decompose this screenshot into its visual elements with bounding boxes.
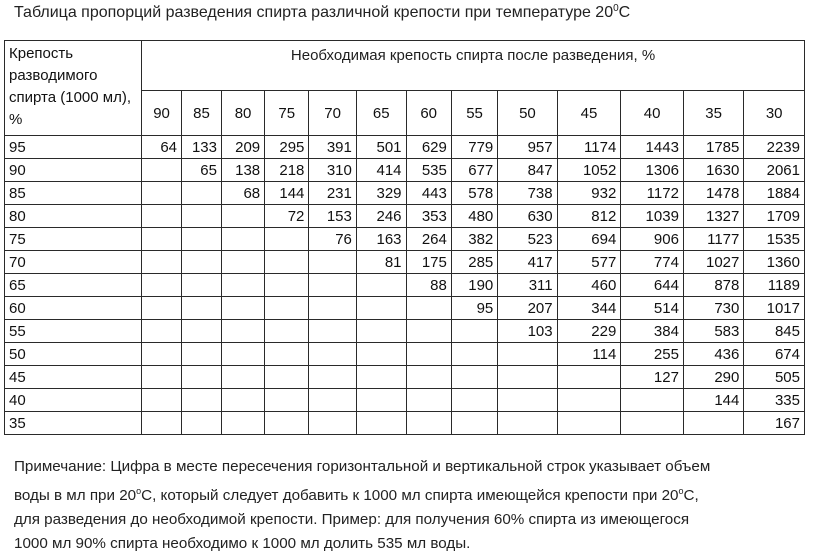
table-cell: 774	[621, 251, 684, 274]
table-cell	[356, 297, 406, 320]
table-cell: 353	[406, 205, 451, 228]
table-cell: 264	[406, 228, 451, 251]
row-header: 35	[5, 412, 142, 435]
table-row	[5, 251, 805, 274]
table-cell	[265, 366, 309, 389]
table-cell: 577	[557, 251, 621, 274]
note-line-3: для разведения до необходимой крепости. Пример: для получения 60% спирта из имеющегося	[14, 511, 690, 528]
note-line-2-part-a: воды в мл при 20	[14, 487, 137, 504]
table-cell	[182, 251, 222, 274]
table-cell: 255	[621, 343, 684, 366]
table-cell	[309, 297, 356, 320]
table-cell	[557, 366, 621, 389]
table-cell: 114	[557, 343, 621, 366]
page-title	[14, 3, 630, 22]
table-cell: 391	[309, 136, 356, 159]
table-cell: 957	[498, 136, 557, 159]
title-degree-sup: 0	[613, 3, 619, 14]
row-header: 40	[5, 389, 142, 412]
row-header: 75	[5, 228, 142, 251]
corner-header: Крепость разводимого спирта (1000 мл), %	[5, 41, 142, 136]
table-cell	[182, 205, 222, 228]
table-cell: 2061	[744, 159, 805, 182]
table-cell: 932	[557, 182, 621, 205]
table-cell	[309, 320, 356, 343]
table-row	[5, 205, 805, 228]
table-cell: 295	[265, 136, 309, 159]
row-header: 60	[5, 297, 142, 320]
table-cell	[142, 297, 182, 320]
table-cell: 218	[265, 159, 309, 182]
column-header: 70	[309, 91, 356, 136]
column-header: 80	[221, 91, 264, 136]
table-cell	[221, 297, 264, 320]
table-cell: 644	[621, 274, 684, 297]
table-cell: 460	[557, 274, 621, 297]
row-header: 80	[5, 205, 142, 228]
table-cell: 231	[309, 182, 356, 205]
table-cell: 1327	[683, 205, 743, 228]
table-cell: 812	[557, 205, 621, 228]
table-cell: 246	[356, 205, 406, 228]
table-cell	[221, 389, 264, 412]
table-cell: 133	[182, 136, 222, 159]
table-cell	[406, 366, 451, 389]
table-cell: 1443	[621, 136, 684, 159]
table-cell	[265, 343, 309, 366]
table-cell	[406, 389, 451, 412]
table-cell	[621, 389, 684, 412]
table-cell: 417	[498, 251, 557, 274]
column-header: 45	[557, 91, 621, 136]
table-cell: 730	[683, 297, 743, 320]
table-cell	[498, 412, 557, 435]
table-cell	[406, 297, 451, 320]
note-degree-sup: о	[136, 486, 142, 496]
table-cell	[142, 366, 182, 389]
table-cell: 1177	[683, 228, 743, 251]
table-cell: 1709	[744, 205, 805, 228]
table-row	[5, 389, 805, 412]
row-header: 70	[5, 251, 142, 274]
table-cell	[265, 228, 309, 251]
table-cell	[309, 251, 356, 274]
table-cell: 694	[557, 228, 621, 251]
table-cell: 81	[356, 251, 406, 274]
table-cell: 578	[451, 182, 497, 205]
note-line-4: 1000 мл 90% спирта необходимо к 1000 мл долить 535 мл воды.	[14, 535, 471, 552]
table-cell: 290	[683, 366, 743, 389]
table-cell	[451, 412, 497, 435]
table-cell	[265, 320, 309, 343]
table-cell	[451, 320, 497, 343]
table-cell: 1172	[621, 182, 684, 205]
table-cell	[498, 389, 557, 412]
table-cell	[142, 205, 182, 228]
header-row-main	[5, 41, 805, 91]
table-row	[5, 136, 805, 159]
table-cell: 163	[356, 228, 406, 251]
table-cell: 229	[557, 320, 621, 343]
table-cell: 88	[406, 274, 451, 297]
row-header: 50	[5, 343, 142, 366]
table-cell	[142, 274, 182, 297]
table-cell	[557, 389, 621, 412]
table-cell: 64	[142, 136, 182, 159]
table-cell: 311	[498, 274, 557, 297]
table-cell: 1174	[557, 136, 621, 159]
table-cell	[221, 366, 264, 389]
table-row	[5, 297, 805, 320]
table-cell	[221, 320, 264, 343]
table-cell	[309, 274, 356, 297]
table-cell	[683, 412, 743, 435]
table-row	[5, 182, 805, 205]
table-cell: 1360	[744, 251, 805, 274]
table-cell	[142, 251, 182, 274]
table-cell	[182, 297, 222, 320]
table-cell: 95	[451, 297, 497, 320]
table-cell	[309, 343, 356, 366]
table-cell	[221, 205, 264, 228]
table-cell: 72	[265, 205, 309, 228]
note-line-1: Примечание: Цифра в месте пересечения горизонтальной и вертикальной строк указывает объем	[14, 458, 711, 475]
table-cell: 1017	[744, 297, 805, 320]
table-cell: 384	[621, 320, 684, 343]
table-cell	[142, 389, 182, 412]
table-cell: 878	[683, 274, 743, 297]
table-cell: 76	[309, 228, 356, 251]
table-cell	[265, 251, 309, 274]
table-cell: 906	[621, 228, 684, 251]
row-header: 65	[5, 274, 142, 297]
table-cell: 127	[621, 366, 684, 389]
table-cell	[182, 366, 222, 389]
table-cell: 1884	[744, 182, 805, 205]
table-cell: 382	[451, 228, 497, 251]
table-cell	[182, 182, 222, 205]
title-unit: С	[618, 4, 631, 21]
table-cell	[182, 274, 222, 297]
table-row	[5, 228, 805, 251]
table-cell	[356, 320, 406, 343]
column-header: 75	[265, 91, 309, 136]
table-cell: 677	[451, 159, 497, 182]
table-cell: 209	[221, 136, 264, 159]
table-cell: 285	[451, 251, 497, 274]
table-cell	[182, 320, 222, 343]
column-header: 35	[683, 91, 743, 136]
table-cell	[142, 182, 182, 205]
table-cell	[309, 412, 356, 435]
table-cell: 535	[406, 159, 451, 182]
table-cell: 138	[221, 159, 264, 182]
table-cell	[142, 320, 182, 343]
column-header: 50	[498, 91, 557, 136]
table-cell: 1052	[557, 159, 621, 182]
table-cell: 153	[309, 205, 356, 228]
table-cell: 167	[744, 412, 805, 435]
column-header: 30	[744, 91, 805, 136]
table-cell	[356, 366, 406, 389]
table-cell: 779	[451, 136, 497, 159]
table-cell: 630	[498, 205, 557, 228]
table-cell: 65	[182, 159, 222, 182]
table-cell: 674	[744, 343, 805, 366]
note-line-2	[14, 479, 810, 508]
note-line-2-part-b: С, который следует добавить к 1000 мл спирта имеющейся крепости при 20	[141, 487, 679, 504]
table-cell	[356, 389, 406, 412]
table-cell: 845	[744, 320, 805, 343]
target-strength-header: Необходимая крепость спирта после разведения, %	[142, 41, 805, 91]
row-header: 55	[5, 320, 142, 343]
table-cell	[265, 389, 309, 412]
table-cell	[182, 343, 222, 366]
dilution-table	[4, 40, 805, 435]
table-cell	[221, 274, 264, 297]
table-cell	[221, 412, 264, 435]
table-cell: 335	[744, 389, 805, 412]
row-header: 85	[5, 182, 142, 205]
table-cell: 175	[406, 251, 451, 274]
table-cell: 480	[451, 205, 497, 228]
table-row	[5, 366, 805, 389]
table-cell	[309, 389, 356, 412]
table-cell: 103	[498, 320, 557, 343]
table-cell	[356, 274, 406, 297]
row-header: 45	[5, 366, 142, 389]
table-cell	[498, 343, 557, 366]
table-cell: 1785	[683, 136, 743, 159]
table-cell	[182, 389, 222, 412]
table-cell: 847	[498, 159, 557, 182]
table-cell	[265, 297, 309, 320]
table-cell	[498, 366, 557, 389]
table-row	[5, 320, 805, 343]
table-cell: 144	[265, 182, 309, 205]
column-header: 55	[451, 91, 497, 136]
table-cell	[356, 412, 406, 435]
table-row	[5, 412, 805, 435]
table-cell: 1039	[621, 205, 684, 228]
column-header: 90	[142, 91, 182, 136]
table-cell: 443	[406, 182, 451, 205]
table-cell: 501	[356, 136, 406, 159]
table-cell: 68	[221, 182, 264, 205]
row-header: 90	[5, 159, 142, 182]
table-cell	[182, 412, 222, 435]
table-row	[5, 159, 805, 182]
table-cell	[406, 320, 451, 343]
column-header: 60	[406, 91, 451, 136]
table-cell: 207	[498, 297, 557, 320]
table-cell: 1478	[683, 182, 743, 205]
table-cell	[451, 389, 497, 412]
table-cell	[309, 366, 356, 389]
table-cell: 329	[356, 182, 406, 205]
column-header: 40	[621, 91, 684, 136]
table-cell	[142, 159, 182, 182]
row-header: 95	[5, 136, 142, 159]
footnote	[14, 455, 810, 556]
table-cell: 1630	[683, 159, 743, 182]
table-cell	[451, 366, 497, 389]
table-cell: 190	[451, 274, 497, 297]
table-cell	[182, 228, 222, 251]
note-line-2-part-c: С,	[683, 487, 699, 504]
table-cell: 144	[683, 389, 743, 412]
table-cell	[621, 412, 684, 435]
table-cell: 1027	[683, 251, 743, 274]
table-cell	[142, 343, 182, 366]
column-header: 85	[182, 91, 222, 136]
table-cell: 523	[498, 228, 557, 251]
table-row	[5, 343, 805, 366]
table-cell: 1189	[744, 274, 805, 297]
table-cell	[557, 412, 621, 435]
table-cell: 505	[744, 366, 805, 389]
table-row	[5, 274, 805, 297]
table-cell	[142, 228, 182, 251]
title-text: Таблица пропорций разведения спирта различной крепости при температуре 20	[14, 4, 614, 21]
table-cell	[406, 343, 451, 366]
table-cell: 310	[309, 159, 356, 182]
table-cell: 2239	[744, 136, 805, 159]
table-cell: 514	[621, 297, 684, 320]
table-cell: 414	[356, 159, 406, 182]
table-cell	[221, 251, 264, 274]
table-cell: 583	[683, 320, 743, 343]
table-cell	[142, 412, 182, 435]
note-degree-sup-2: о	[678, 486, 684, 496]
table-cell	[451, 343, 497, 366]
table-cell	[406, 412, 451, 435]
table-cell	[221, 228, 264, 251]
table-cell	[356, 343, 406, 366]
table-cell: 436	[683, 343, 743, 366]
table-cell: 1306	[621, 159, 684, 182]
table-cell: 738	[498, 182, 557, 205]
table-cell: 344	[557, 297, 621, 320]
column-header: 65	[356, 91, 406, 136]
table-cell: 1535	[744, 228, 805, 251]
table-cell	[265, 274, 309, 297]
table-cell: 629	[406, 136, 451, 159]
table-cell	[221, 343, 264, 366]
table-cell	[265, 412, 309, 435]
